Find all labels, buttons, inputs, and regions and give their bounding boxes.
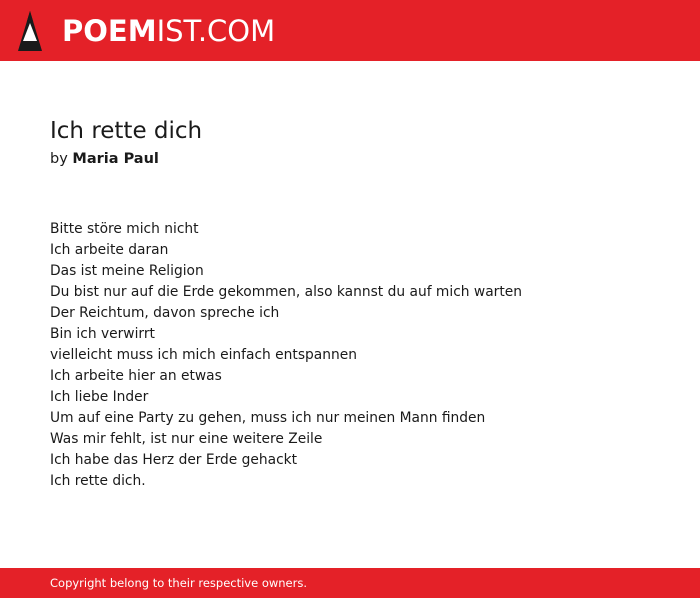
poem-title: Ich rette dich bbox=[50, 118, 203, 144]
poem-line: vielleicht muss ich mich einfach entspannen bbox=[50, 347, 357, 363]
byline-prefix: by bbox=[50, 151, 68, 167]
poem-line: Ich liebe Inder bbox=[50, 389, 149, 405]
poem-line: Ich arbeite hier an etwas bbox=[50, 368, 222, 384]
site-header bbox=[0, 0, 700, 61]
logo-bold-text: POEM bbox=[62, 14, 157, 48]
poem-byline bbox=[50, 149, 159, 169]
poem-line: Ich rette dich. bbox=[50, 473, 146, 489]
poem-author: Maria Paul bbox=[72, 151, 159, 167]
poem-line: Was mir fehlt, ist nur eine weitere Zeile bbox=[50, 431, 323, 447]
poem-line: Ich arbeite daran bbox=[50, 242, 169, 258]
poem-line: Bin ich verwirrt bbox=[50, 326, 155, 342]
poem-line: Du bist nur auf die Erde gekommen, also kannst du auf mich warten bbox=[50, 284, 522, 300]
site-footer bbox=[0, 568, 700, 598]
poem-line: Das ist meine Religion bbox=[50, 263, 204, 279]
poem-line: Um auf eine Party zu gehen, muss ich nur meinen Mann finden bbox=[50, 410, 486, 426]
poem-line: Ich habe das Herz der Erde gehackt bbox=[50, 452, 298, 468]
poem-line: Der Reichtum, davon spreche ich bbox=[50, 305, 280, 321]
site-logo[interactable] bbox=[62, 14, 275, 48]
poem-line: Bitte störe mich nicht bbox=[50, 221, 199, 237]
logo-light-text: IST.COM bbox=[156, 14, 276, 48]
pencil-tip-icon[interactable] bbox=[18, 11, 42, 51]
poem-body bbox=[50, 219, 522, 492]
copyright-text: Copyright belong to their respective owners. bbox=[50, 576, 308, 590]
